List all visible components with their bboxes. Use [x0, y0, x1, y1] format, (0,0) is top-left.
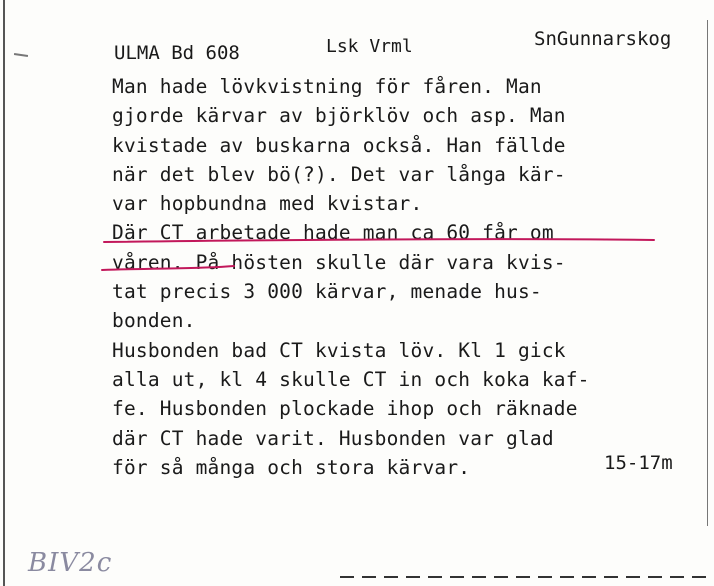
text-line: alla ut, kl 4 skulle CT in och koka kaf-: [112, 367, 590, 391]
archive-code: ULMA Bd 608: [114, 42, 240, 64]
text-line: våren. På hösten skulle där vara kvis-: [112, 250, 566, 274]
text-line: när det blev bö(?). Det var långa kär-: [112, 162, 566, 186]
text-line: där CT hade varit. Husbonden var glad: [112, 426, 554, 450]
text-line: tat precis 3 000 kärvar, menade hus-: [112, 280, 542, 304]
archive-pencil-mark: BIV2c: [28, 548, 113, 578]
card-left-edge: [3, 0, 5, 586]
card-header: [0, 28, 714, 68]
region-label: Lsk Vrml: [326, 36, 413, 57]
place-label: SnGunnarskog: [534, 28, 672, 50]
text-line: Där CT arbetade hade man ca 60 får om: [112, 221, 554, 245]
text-line: kvistade av buskarna också. Han fällde: [112, 133, 566, 157]
text-line: bonden.: [112, 309, 196, 333]
time-range-label: 15-17m: [604, 452, 673, 474]
text-line: gjorde kärvar av björklöv och asp. Man: [112, 104, 566, 128]
text-line: för så många och stora kärvar.: [112, 455, 471, 479]
text-line: var hopbundna med kvistar.: [112, 192, 423, 216]
text-line: Husbonden bad CT kvista löv. Kl 1 gick: [112, 338, 566, 362]
card-bottom-edge: [340, 576, 714, 578]
card-body-text: [112, 72, 712, 482]
text-line: fe. Husbonden plockade ihop och räknade: [112, 397, 578, 421]
text-line: Man hade lövkvistning för fåren. Man: [112, 75, 542, 98]
